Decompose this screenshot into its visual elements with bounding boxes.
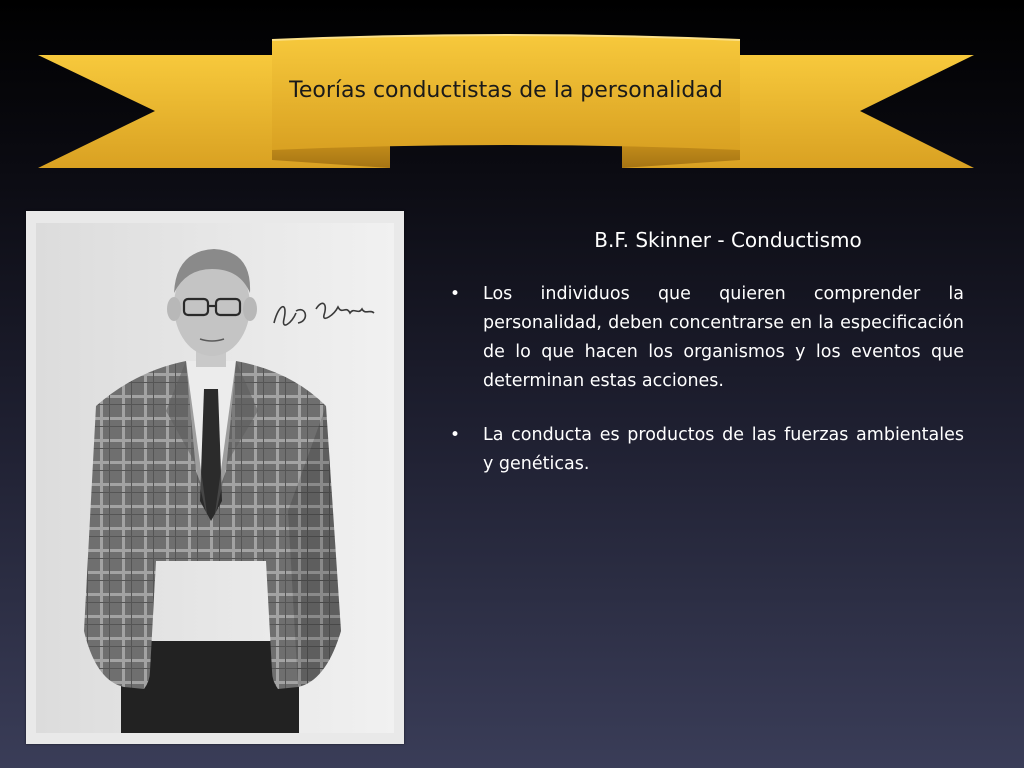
bullet-text: Los individuos que quieren comprender la personalidad, deben concentrarse en la especificación de lo que hacen los organismos y los eventos que determinan estas acciones. [483, 284, 964, 391]
slide-subtitle: B.F. Skinner - Conductismo [594, 228, 862, 252]
tie [200, 389, 222, 521]
list-item [448, 421, 964, 479]
title-banner [0, 0, 1024, 200]
slide-content [448, 228, 964, 504]
bullet-icon: • [450, 284, 461, 304]
bullet-text: La conducta es productos de las fuerzas ambientales y genéticas. [483, 425, 964, 474]
portrait-illustration [26, 211, 404, 744]
bullet-list [448, 280, 964, 479]
slide-title: Teorías conductistas de la personalidad [289, 78, 723, 103]
portrait-photo [26, 211, 404, 744]
list-item [448, 280, 964, 396]
bullet-icon: • [450, 425, 461, 445]
